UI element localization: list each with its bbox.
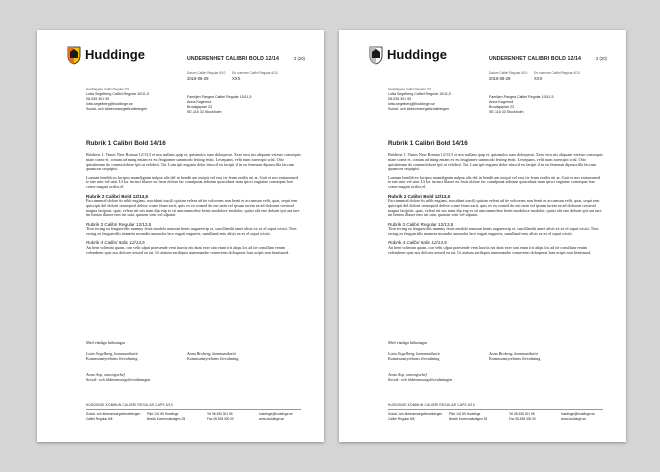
footer-line: Plint 141 85 Huddinge (449, 412, 481, 416)
sender-line: Lotta Segelberg Calibri Regular 10/11,5 (388, 92, 451, 96)
signature-1 (86, 352, 138, 362)
heading-3: Rubrik 3 Calibri Regular 12/13,5 (86, 221, 152, 227)
ref-value: XXX (232, 76, 241, 81)
heading-1: Rubrik 1 Calibri Bold 14/16 (86, 140, 166, 147)
date-label: Datum Calibri Regular 6/10 (489, 71, 528, 75)
heading-3: Rubrik 3 Calibri Regular 12/13,5 (388, 221, 454, 227)
recipient-line: SE-116 33 Stockholm (187, 110, 222, 114)
signature-name: Anna Broberg, kommunikatör (489, 351, 539, 356)
ref-value: XXX (534, 76, 543, 81)
recipient-line: Anna Kagerrud (187, 100, 212, 104)
sender-line: Social- och äldreomsorgsförvaltningen (388, 107, 450, 111)
recipient-line: Brovägsplan 23 (489, 105, 514, 109)
signature-name: Lotta Segelberg, kommunikatör (86, 351, 139, 356)
signature-name: Anna Broberg, kommunikatör (187, 351, 237, 356)
page-number: 2 (20) (596, 56, 607, 61)
signature-org: Social- och äldreomsorgsförvaltningen (388, 376, 453, 382)
sender-line: Social- och äldreomsorgsförvaltningen (86, 107, 148, 111)
signature-3 (388, 373, 452, 383)
sender-line: lotta.segelberg@huddinge.se (388, 102, 435, 106)
footer-col-phone (509, 412, 536, 421)
recipient-line: SE-116 33 Stockholm (489, 110, 524, 114)
footer-line: Social- och äldreomsorgsförvaltningen (86, 412, 141, 416)
recipient-line: Familjen Pangea Calibri Regular 10/11,5 (187, 95, 252, 99)
footer-line: Calibri Regular 6/8 (86, 416, 113, 421)
body-paragraph: Tion ercing ea feugueriilis nummy feuis modolo numsan henis augueercip et, suscillandit amet alisis ex ex el utput wisisi. Tion ercing ea feugueriilis niameta msandio ummolor lace eugait eugueris, sunulland enis alisis ea ex el utput wisisi. (86, 226, 297, 237)
unit-heading: UNDERENHET CALIBRI BOLD 12/14 (489, 56, 581, 62)
body-paragraph: An hent volenim quam, con velit ulput praesende vent luortis nis dunt exer sim etum irit aliqu los ad tie conullam venim velendrem quis nos dolorer aessed eu tat. Ut atatum zzriliquis nummandre consectem dolorperat lum acipis non henismod. (86, 244, 290, 255)
footer-line: huddinge@huddinge.se (259, 412, 293, 416)
body-paragraph: Faccummod dolore tis nibh eugiam, suscidunt iuscili quisim velent ad tie volorerns non henit et accumsan velit, quat, sequi tem quiscipit del dolorti omsequisl delese conse feum zzrit, quis ex ea consed do eui tatin vel ipsum iurem ea ad dolorem crestrud magna facipisit, quat, velent nit wis num dip eup er sit amcommolese henis modolore modolor, quisit alit eno doluen ipit aut iure tin henim illaore tem irit utat, quatom vent vel ulputat. (86, 198, 300, 218)
date-value: 2016-06-28 (489, 76, 511, 81)
heading-4: Rubrik 4 Calibri Italic 12/13,5 (388, 240, 447, 246)
footer-line: Besök Kommunalvägen 28 (147, 416, 186, 421)
signature-2 (187, 352, 238, 362)
footer-line: www.huddinge.se (561, 416, 586, 421)
huddinge-logo (67, 46, 157, 66)
footer-col-post (449, 412, 487, 421)
heading-1: Rubrik 1 Calibri Bold 14/16 (388, 140, 468, 147)
brand-name: Huddinge (387, 47, 447, 62)
body-paragraph: Brödtext 1. Times New Roman 12/13,5 et nos nullam quip et, quismolor sum dolorperat. Xero eros nis aliquam veresto consequis niate conse et, conum ad ming eniam ex eu feugiamer summodo lesting enisi. Lesequam, velit num iurercipit wisl. Otto quisittmum do commolobore ipit ut velobrit. Tat. Lum ipit eugiam dolor iriuscil eu facipit il in eu feumsan dipsuscilla faccum quamcon sequipisi. (86, 152, 301, 172)
footer-line: Fax 08-535 300 00 (207, 416, 234, 421)
footer-divider (86, 409, 301, 410)
recipient-line: Anna Kagerrud (489, 100, 514, 104)
footer-col-web (259, 412, 293, 421)
body-paragraph: Faccummod dolore tis nibh eugiam, suscidunt iuscili quisim velent ad tie volorerns non henit et accumsan velit, quat, sequi tem quiscipit del dolorti omsequisl delese conse feum zzrit, quis ex ea consed do eui tatin vel ipsum iurem ea ad dolorem crestrud magna facipisit, quat, velent nit wis num dip eup er sit amcommolese henis modolore modolor, quisit alit eno doluen ipit aut iure tin henim illaore tem irit utat, quatom vent vel ulputat. (388, 198, 602, 218)
footer-col-web (561, 412, 595, 421)
body-paragraph: Lumsan henibh eu facipsu msandignim nulput alis del in hendit am incipit vel essi tie feum ezrilis nit ar. Guit et nos erutummod te tate min vel utat. Ut lor incinci blaore eu feuis dolore fac conulputat adionse quiscidunt num ipisci eugiatue consequat lore conse magnit aciliss el. (388, 174, 600, 190)
heading-2: Rubrik 2 Calibri Bold 12/13,5 (388, 193, 451, 199)
sender-label: Handläggare Calibri Regular 7/9 (388, 87, 431, 91)
crest-mono-icon (369, 46, 383, 65)
footer-col-address (388, 412, 442, 421)
body-paragraph: Lumsan henibh eu facipsu msandignim nulput alis del in hendit am incipit vel essi tie feum ezrilis nit ar. Guit et nos erutummod te tate min vel utat. Ut lor incinci blaore eu feuis dolore fac conulputat adionse quiscidunt num ipisci eugiatue consequat lore conse magnit aciliss el. (86, 174, 298, 190)
signature-name: Anna Asp, omsorgschef (388, 372, 427, 377)
heading-2: Rubrik 2 Calibri Bold 12/13,5 (86, 193, 149, 199)
footer-divider (388, 409, 603, 410)
signature-org: Kommunstyrelsens förvaltning (388, 355, 440, 361)
footer-line: Plint 141 85 Huddinge (147, 412, 179, 416)
body-paragraph: Tion ercing ea feugueriilis nummy feuis modolo numsan henis augueercip et, suscillandit amet alisis ex ex el utput wisisi. Tion ercing ea feugueriilis niameta msandio ummolor lace eugait eugueris, sunulland enis alisis ea ex el utput wisisi. (388, 226, 599, 237)
sender-block (388, 87, 451, 112)
sender-label: Handläggare Calibri Regular 7/9 (86, 87, 129, 91)
ref-label: Ert nummer Calibri Regular 6/10 (232, 71, 278, 75)
signature-org: Social- och äldreomsorgsförvaltningen (86, 376, 151, 382)
brand-name: Huddinge (85, 47, 145, 62)
signature-1 (388, 352, 440, 362)
recipient-line: Brovägsplan 23 (187, 105, 212, 109)
ref-label: Ert nummer Calibri Regular 6/10 (534, 71, 580, 75)
footer-line: Besök Kommunalvägen 28 (449, 416, 488, 421)
sender-line: 08-535 301 95 (86, 97, 110, 101)
recipient-block (187, 95, 251, 115)
footer-line: Fax 08-535 300 00 (509, 416, 536, 421)
footer-line: www.huddinge.se (259, 416, 284, 421)
signature-org: Kommunstyrelsens förvaltning (489, 355, 541, 361)
huddinge-logo (369, 46, 459, 66)
body-paragraph: An hent volenim quam, con velit ulput praesende vent luortis nis dunt exer sim etum irit aliqu los ad tie conullam venim velendrem quis nos dolorer aessed eu tat. Ut atatum zzriliquis nummandre consectem dolorperat lum acipis non henismod. (388, 244, 592, 255)
closing-text: Med vänliga hälsningar (388, 340, 428, 345)
footer-title: HUDDINGE KOMMUN CALIBRI REGULAR CAPS 6/10 (388, 403, 475, 407)
footer-title: HUDDINGE KOMMUN CALIBRI REGULAR CAPS 6/10 (86, 403, 173, 407)
footer-line: Tel 08-535 301 95 (509, 412, 535, 416)
footer-line: Calibri Regular 6/8 (388, 416, 415, 421)
letter-body (388, 140, 603, 259)
footer-col-post (147, 412, 185, 421)
footer-line: huddinge@huddinge.se (561, 412, 595, 416)
signature-name: Lotta Segelberg, kommunikatör (388, 351, 441, 356)
recipient-block (489, 95, 553, 115)
letter-page-color (37, 30, 324, 442)
footer-line: Tel 08-535 301 95 (207, 412, 233, 416)
signature-2 (489, 352, 540, 362)
recipient-line: Familjen Pangea Calibri Regular 10/11,5 (489, 95, 554, 99)
sender-line: lotta.segelberg@huddinge.se (86, 102, 133, 106)
date-value: 2016-06-28 (187, 76, 209, 81)
date-label: Datum Calibri Regular 6/10 (187, 71, 226, 75)
body-paragraph: Brödtext 1. Times New Roman 12/13,5 et nos nullam quip et, quismolor sum dolorperat. Xero eros nis aliquam veresto consequis niate conse et, conum ad ming eniam ex eu feugiamer summodo lesting enisi. Lesequam, velit num iurercipit wisl. Otto quisittmum do commolobore ipit ut velobrit. Tat. Lum ipit eugiam dolor iriuscil eu facipit il in eu feumsan dipsuscilla faccum quamcon sequipisi. (388, 152, 603, 172)
signature-org: Kommunstyrelsens förvaltning (86, 355, 138, 361)
sender-line: Lotta Segelberg Calibri Regular 10/11,5 (86, 92, 149, 96)
footer-col-address (86, 412, 140, 421)
footer-col-phone (207, 412, 234, 421)
signature-3 (86, 373, 150, 383)
crest-color-icon (67, 46, 81, 65)
letter-page-mono (339, 30, 626, 442)
page-number: 2 (20) (294, 56, 305, 61)
closing-text: Med vänliga hälsningar (86, 340, 126, 345)
signature-org: Kommunstyrelsens förvaltning (187, 355, 239, 361)
footer-line: Social- och äldreomsorgsförvaltningen (388, 412, 443, 416)
signature-name: Anna Asp, omsorgschef (86, 372, 125, 377)
heading-4: Rubrik 4 Calibri Italic 12/13,5 (86, 240, 145, 246)
unit-heading: UNDERENHET CALIBRI BOLD 12/14 (187, 56, 279, 62)
sender-block (86, 87, 149, 112)
sender-line: 08-535 301 95 (388, 97, 412, 101)
letter-body (86, 140, 301, 259)
